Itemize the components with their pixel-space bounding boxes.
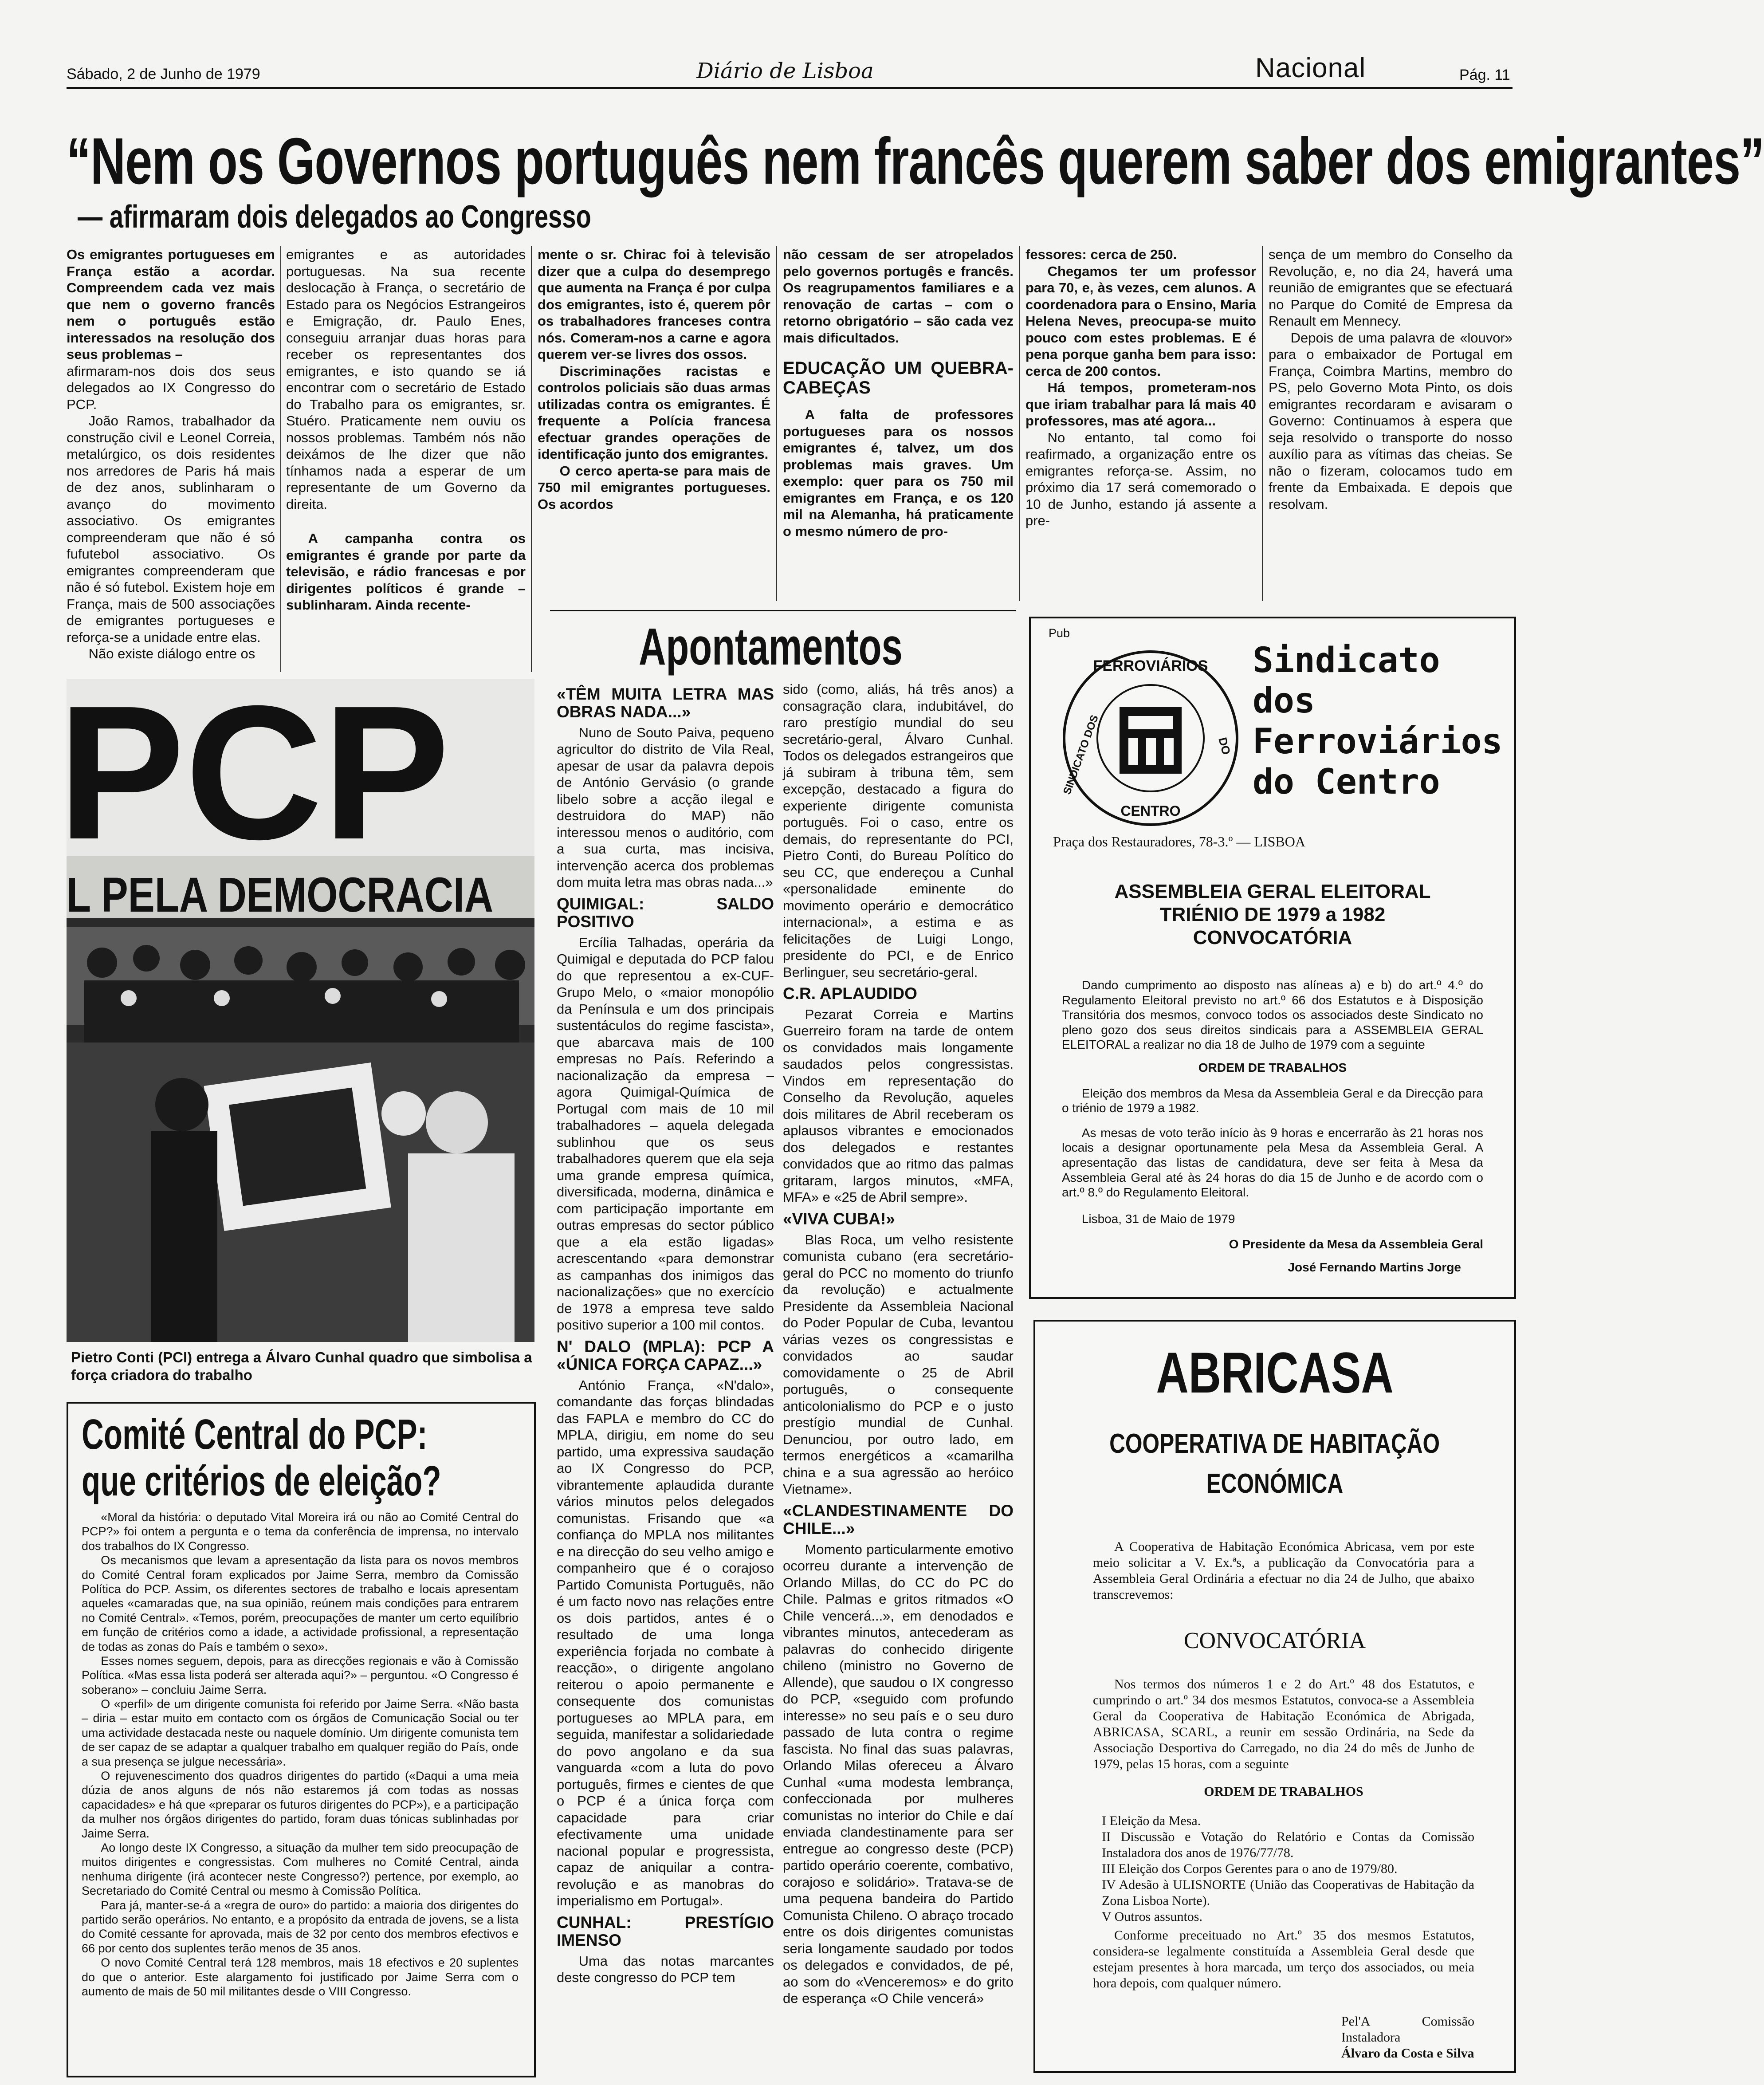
section-name: Nacional <box>1255 53 1366 83</box>
sindicato-ad <box>1029 617 1516 1299</box>
sindicato-title-line: ASSEMBLEIA GERAL ELEITORAL <box>1114 881 1431 902</box>
comite-paragraph: Ao longo deste IX Congresso, a situação da mulher tem sido preocupação de muitos dirigentes e congressistas. Com mulheres no Comité Central, ainda nenhuma dirigente (irá acontecer neste Congresso?) pertence, por exemplo, ao Secretariado do Comité Central ou mesmo à Comissão Política. <box>82 1841 519 1898</box>
sindicato-signer-name: José Fernando Martins Jorge <box>1288 1260 1461 1274</box>
abricasa-item: II Discussão e Votação do Relatório e Contas da Comissão Instaladora dos anos de 1976/77/78. <box>1102 1829 1474 1860</box>
page-number: Pág. 11 <box>1459 67 1510 83</box>
abricasa-ordem: ORDEM DE TRABALHOS <box>1204 1784 1363 1799</box>
abricasa-subtitle-1 <box>1035 1428 1514 1460</box>
apontamento-text: Ercília Talhadas, operária da Quimigal e deputada do PCP falou do que representou a ex-CUF-Grupo Melo, o «maior monopólio da Península e um dos principais sustentáculos do regime fascista», que abarcava mais de 100 empresas no País. Referindo a nacionalização da empresa – agora Quimigal-Química de Portugal com mais de 10 mil trabalhadores – aquela delegada sublinhou que os seus trabalhadores querem que ela seja uma grande empresa química, diversificada, moderna, dinâmica e com participação importante em outras empresas do sector público que a ela estão ligadas» acrescentando «para demonstrar as campanhas dos inimigos das nacionalizações» que no exercício de 1978 a empresa teve saldo positivo superior a 100 mil contos. <box>557 934 774 1333</box>
comite-body <box>82 1510 519 2069</box>
abricasa-subtitle-text: ECONÓMICA <box>1206 1468 1344 1499</box>
abricasa-convocatoria: CONVOCATÓRIA <box>1183 1628 1366 1653</box>
abricasa-intro-text: A Cooperativa de Habitação Económica Abricasa, vem por este meio solicitar a V. Ex.ªs, a publicação da Convocatória para a Assembleia Geral Ordinária a efectuar no dia 24 de Julho, que abaixo transcrevemos: <box>1093 1539 1474 1602</box>
story-paragraph: emigrantes e as autoridades portuguesas. Na sua recente deslocação à França, o secretário de Estado para os Negócios Estrangeiros e Emigração, dr. Paulo Enes, conseguiu arranjar duas horas para receber os representantes dos emigrantes, e isto quando se iá encontrar com o secretário de Estado do Trabalho para os emigrantes, sr. Stuéro. Praticamente nem ouviu os nossos problemas. Também nós não deixámos de lhe dizer que não tínhamos nada a esperar de um representante de um Governo da direita. <box>286 247 526 512</box>
sindicato-name-line: do Centro <box>1253 762 1440 802</box>
sindicato-seal-icon <box>1057 645 1244 831</box>
story-paragraph: Discriminações racistas e controlos policiais são duas armas utilizadas contra os emigrantes. É frequente a Polícia francesa efectuar grandes operações de identificação junto dos emigrantes. <box>538 363 770 462</box>
column-rule <box>280 246 281 672</box>
newspaper-logo: Diário de Lisboa <box>696 59 874 83</box>
sindicato-paragraph: Dando cumprimento ao disposto nas alíneas a) e b) do art.º 4.º do Regulamento Eleitoral previsto no art.º 66 dos Estatutos e à Disposição Transitória dos mesmos, convoco todos os associados deste Sindicato no pleno gozo dos seus direitos sindicais para a ASSEMBLEIA GERAL ELEITORAL a realizar no dia 18 de Julho de 1979 com a seguinte <box>1062 978 1483 1052</box>
comite-paragraph: Esses nomes seguem, depois, para as direcções regionais e vão à Comissão Política. «Mas essa lista poderá ser alterada aqui?» – perguntou. «O Congresso é soberano» – concluiu Jaime Serra. <box>82 1654 519 1696</box>
apontamento-heading: QUIMIGAL: SALDO POSITIVO <box>557 894 774 931</box>
story-paragraph: afirmaram-nos dois dos seus delegados ao IX Congresso do PCP. <box>67 363 275 412</box>
abricasa-ad <box>1033 1320 1516 2073</box>
story-paragraph: João Ramos, trabalhador da construção civil e Leonel Correia, metalúrgico, os dois residentes nos arredores de Paris há mais de dez anos, sublinharam o avanço do movimento associativo. Os emigrantes compreenderam que não é só fufutebol associativo. Os emigrantes compreenderam que não é só futebol. Existem hoje em França, mais de 500 associações de emigrantes portugueses e reforça-se a unidade entre elas. <box>67 413 275 645</box>
apontamentos-rule <box>550 610 1016 611</box>
main-subhead: — afirmaram dois delegados ao Congresso <box>78 199 591 235</box>
story-paragraph: fessores: cerca de 250. <box>1025 247 1177 262</box>
story-paragraph: Chegamos ter um professor para 70, e, às vezes, cem alunos. A coordenadora para o Ensino, Maria Helena Neves, preocupa-se muito pouco com estes problemas. E é pena porque ganha bem para isso: cerca de 200 contos. <box>1025 263 1256 379</box>
abricasa-subtitle-2 <box>1035 1468 1514 1499</box>
sindicato-name-line: Sindicato <box>1253 641 1440 681</box>
sindicato-title-line: TRIÉNIO DE 1979 a 1982 <box>1159 903 1386 925</box>
photo-slogan-text: L PELA DEMOCRACIA <box>67 868 494 923</box>
comite-paragraph: Os mecanismos que levam a apresentação da lista para os novos membros do Comité Central foram explicados por Jaime Serra, membro da Comissão Política do PCP. Assim, os diferentes sectores de trabalho e locais apresentam aqueles «camaradas que, na sua opinião, reúnem mais condições para entrarem no Comité Central». «Temos, porém, preocupações de manter um certo equilíbrio em função de critérios como a idade, a actividade profissional, a representação de todas as zonas do País e também o sexo». <box>82 1554 519 1653</box>
abricasa-logo <box>1035 1339 1514 1406</box>
sindicato-name <box>1253 641 1503 803</box>
issue-date: Sábado, 2 de Junho de 1979 <box>67 66 260 83</box>
apontamentos-title: Apontamentos <box>639 618 903 676</box>
abricasa-body <box>1093 1676 1474 2061</box>
apontamento-text: Nuno de Souto Paiva, pequeno agricultor do distrito de Vila Real, apesar de usar da palavra depois de António Gervásio (o grande libelo sobre a acção ilegal e destruidora do MAP) não interessou menos o auditório, com a sua curta, mas incisiva, intervenção acerca dos problemas dom muita letra mas obras nada...» <box>557 724 774 890</box>
comite-title-1: Comité Central do PCP: <box>82 1411 428 1458</box>
congress-photo <box>58 666 534 1342</box>
apontamento-text: Blas Roca, um velho resistente comunista cubano (era secretário-geral do PCC no momento do triunfo da revolução) e actualmente Presidente da Assembleia Nacional do Poder Popular de Cuba, levantou várias vezes os congressistas e convidados ao saudar comovidamente o 25 de Abril português, o consequente anticolonialismo do PCP e o justo prestígio mundial de Cunhal. Denunciou, por outro lado, em termos energéticos a «camarilha china e a sua agressão ao heróico Vietname». <box>783 1231 1014 1497</box>
comite-paragraph: O «perfil» de um dirigente comunista foi referido por Jaime Serra. «Não basta – diria – estar muito em contacto com os órgãos de Comunicação Social ou ter uma actividade destacada neste ou naquele domínio. Um dirigente comunista tem de ser capaz de se adaptar a qualquer trabalho em qualquer região do País, onde a sua presença se julgue necessária». <box>82 1697 519 1768</box>
apontamento-text: sido (como, aliás, há três anos) a consagração clara, indubitável, do raro prestígio mundial do seu secretário-geral, Álvaro Cunhal. Todos os delegados estrangeiros que já subiram à tribuna têm, sem excepção, destacado a figura do experiente dirigente comunista português. Foi o caso, entre os demais, do representante do PCI, Pietro Conti, do Bureau Político do seu CC, que endereçou a Cunhal «personalidade eminente do movimento operário e democrático internacional», a estima e as felicitações de Luigi Longo, presidente do PCI, e de Enrico Berlinguer, seu secretário-geral. <box>783 681 1014 980</box>
apontamento-heading: C.R. APLAUDIDO <box>783 984 917 1003</box>
sindicato-name-line: Ferroviários <box>1253 721 1503 762</box>
comite-paragraph: «Moral da história: o deputado Vital Moreira irá ou não ao Comité Central do PCP?» foi ontem a pergunta e o tema da conferência de imprensa, no intervalo dos trabalhos do IX Congresso. <box>82 1511 519 1553</box>
abricasa-name: ABRICASA <box>1156 1340 1394 1405</box>
apontamento-heading: «TÊM MUITA LETRA MAS OBRAS NADA...» <box>557 685 774 721</box>
story-column-6 <box>1269 246 1513 601</box>
story-lead: Os emigrantes portugueses em França estão a acordar. Compreendem cada vez mais que nem o governo francês nem o português estão interessados na resolução dos seus problemas – <box>67 247 275 362</box>
abricasa-subtitle-text: COOPERATIVA DE HABITAÇÃO <box>1109 1428 1440 1459</box>
story-column-4 <box>783 246 1014 601</box>
story-paragraph: Não existe diálogo entre os <box>88 646 255 661</box>
apontamento-heading: CUNHAL: PRESTÍGIO IMENSO <box>557 1913 774 1949</box>
photo-caption: Pietro Conti (PCI) entrega a Álvaro Cunhal quadro que simbolisa a força criadora do trabalho <box>71 1349 532 1383</box>
main-headline: “Nem os Governos português nem francês querem saber dos emigrantes” <box>67 125 1764 198</box>
apontamento-text: Uma das notas marcantes deste congresso do PCP tem <box>557 1953 774 1986</box>
comite-box <box>67 1402 536 2077</box>
seal-right-text: DO <box>1216 736 1234 756</box>
abricasa-intro <box>1093 1539 1474 1603</box>
sindicato-ordem: ORDEM DE TRABALHOS <box>1198 1060 1347 1074</box>
apontamento-text: Momento particularmente emotivo ocorreu durante a intervenção de Orlando Millas, do CC do PC do Chile. Palmas e gritos ritmados «O Chile vencerá...», em denodados e vibrantes minutos, antecederam as palavras do conhecido dirigente chileno (ministro no Governo de Allende), que saudou o IX congresso do PCP, «seguido com profundo interesse» no seu país e o seu duro passado de luta contra o regime fascista. No final das suas palavras, Orlando Milas ofereceu a Álvaro Cunhal «uma modesta lembrança, confeccionada por mulheres comunistas no interior do Chile e daí enviada clandestinamente para ser entregue ao congresso deste (PCP) partido operário coerente, combativo, corajoso e solidário». Tratava-se de uma pequena bandeira do Partido Comunista Chileno. O abraço trocado entre os dois dirigentes comunistas seria longamente saudado por todos os delegados e convidados, de pé, ao som do «Venceremos» e do grito de esperança «O Chile vencerá» <box>783 1541 1014 2006</box>
comite-title-2: que critérios de eleição? <box>82 1457 441 1505</box>
comite-paragraph: O novo Comité Central terá 128 membros, mais 18 efectivos e 20 suplentes do que o anterior. Este alargamento foi justificado por Jaime Serra com o aumento de mais de 50 mil militantes desde o VIII Congresso. <box>82 1956 519 1998</box>
column-rule <box>1019 246 1020 601</box>
pub-label: Pub <box>1049 626 1070 640</box>
sindicato-paragraph: As mesas de voto terão início às 9 horas e encerrarão às 21 horas nos locais a designar oportunamente pela Mesa da Assembleia Geral. A apresentação das listas de candidatura, deve ser feita à Mesa da Assembleia Geral até às 24 horas do dia 15 de Junho e de acordo com o art.º 8.º do Regulamento Eleitoral. <box>1062 1125 1483 1200</box>
seal-left-text: SINDICATO DOS <box>1061 713 1101 796</box>
apontamentos-right-column <box>783 681 1014 2074</box>
sindicato-name-line: dos <box>1253 681 1315 721</box>
sindicato-date: Lisboa, 31 de Maio de 1979 <box>1081 1212 1235 1226</box>
abricasa-item: I Eleição da Mesa. <box>1102 1814 1201 1828</box>
apontamento-heading: N' DALO (MPLA): PCP A «ÚNICA FORÇA CAPAZ...» <box>557 1337 774 1373</box>
section-heading-educacao: EDUCAÇÃO UM QUEBRA-CABEÇAS <box>783 358 1014 397</box>
abricasa-signer-title: Pel'A Comissão Instaladora <box>1341 2014 1474 2045</box>
story-paragraph: sença de um membro do Conselho da Revolução, e, no dia 24, haverá uma reunião de emigrantes que se efectuará no Parque do Comité de Empresa da Renault em Mennecy. <box>1269 247 1513 329</box>
story-column-5 <box>1025 246 1256 601</box>
apontamento-heading: «VIVA CUBA!» <box>783 1209 895 1228</box>
photo-banner-text: PCP <box>58 666 450 879</box>
sindicato-body <box>1062 978 1483 1275</box>
abricasa-signer-name: Álvaro da Costa e Silva <box>1341 2046 1474 2061</box>
masthead-rule <box>67 87 1513 89</box>
story-column-2 <box>286 246 526 672</box>
seal-top-text: FERROVIÁRIOS <box>1093 657 1208 674</box>
abricasa-item: IV Adesão à ULISNORTE (União das Cooperativas de Habitação da Zona Lisboa Norte). <box>1102 1877 1474 1908</box>
abricasa-item: V Outros assuntos. <box>1102 1909 1202 1924</box>
comite-paragraph: O rejuvenescimento dos quadros dirigentes do partido («Daqui a uma meia dúzia de anos alguns de nós não estaremos já com todas as nossas capacidades» e há que «preparar os futuros dirigentes do PCP»), e a participação da mulher nos órgãos dirigentes do partido, foram duas tónicas sublinhadas por Jaime Serra. <box>82 1769 519 1840</box>
story-paragraph: Depois de uma palavra de «louvor» para o embaixador de Portugal em França, Coimbra Martins, membro do PS, pelo Governo Mota Pinto, os dois emigrantes recordaram e avisaram o Governo: Continuamos à espera que seja resolvido o transporte do nosso auxílio para as vítimas das cheias. Se não o fizeram, colocamos tudo em frente da Embaixada. E depois que resolvam. <box>1269 330 1513 512</box>
story-column-3 <box>538 246 770 601</box>
column-rule <box>776 246 777 601</box>
story-paragraph: A campanha contra os emigrantes é grande por parte da televisão, e rádio francesas e por dirigentes políticos é grande – sublinharam. Ainda recente- <box>286 531 526 613</box>
apontamento-text: António França, «N'dalo», comandante das forças blindadas das FAPLA e membro do CC do MPLA, dirigiu, em nome do seu partido, uma expressiva saudação ao IX Congresso do PCP, vibrantemente aplaudida durante vários minutos pelos delegados comunistas. Frisando que «a confiança do MPLA nos militantes e na direcção do seu velho amigo e companheiro que é o corajoso Partido Comunista Português, não é um facto novo nas relações entre os dois partidos, antes é o resultado de uma longa experiência forjada no combate à reacção», o dirigente angolano reiterou o apoio permanente e consequente dos comunistas portugueses ao MPLA para, em seguida, manifestar a solidariedade do povo angolano e da sua vanguarda «com a luta do povo português, firmes e cientes de que o PCP é a única força com capacidade para criar efectivamente uma unidade nacional popular e progressista, capaz de aniquilar a contra-revolução e as manobras do imperialismo em Portugal». <box>557 1377 774 1909</box>
sindicato-title <box>1031 880 1514 949</box>
apontamento-heading: «CLANDESTINAMENTE DO CHILE...» <box>783 1501 1014 1538</box>
abricasa-item: III Eleição dos Corpos Gerentes para o ano de 1979/80. <box>1102 1861 1398 1876</box>
sindicato-paragraph: Eleição dos membros da Mesa da Assembleia Geral e da Direcção para o triénio de 1979 a 1982. <box>1062 1086 1483 1115</box>
abricasa-body-text: Nos termos dos números 1 e 2 do Art.º 48 dos Estatutos, e cumprindo o art.º 34 dos mesmos Estatutos, convoca-se a Assembleia Geral da Cooperativa de Habitação Económica de Abrigada, ABRICASA, SCARL, a reunir em sessão Ordinária, na Sede da Associação Desportiva do Carregado, no dia 24 do mês de Junho de 1979, pelas 15 horas, com a seguinte <box>1093 1677 1474 1771</box>
story-paragraph: O cerco aperta-se para mais de 750 mil emigrantes portugueses. Os acordos <box>538 463 770 512</box>
comite-paragraph: Para já, manter-se-á a «regra de ouro» do partido: a maioria dos dirigentes do partido serão operários. No entanto, e a propósito da entrada de jovens, se a lista do Comité cessante for aprovada, mais de 32 por cento dos membros efectivos e 66 por cento dos suplentes terão menos de 35 anos. <box>82 1898 519 1955</box>
apontamento-text: Pezarat Correia e Martins Guerreiro foram na tarde de ontem os convidados mais longamente saudados pelos congressistas. Vindos em representação do Conselho da Revolução, aqueles dois militares de Abril receberam os aplausos vibrantes e emocionados dos delegados e restantes convidados que ao ritmo das palmas gritaram, largos minutos, «MFA, MFA» e «25 de Abril sempre». <box>783 1006 1014 1205</box>
sindicato-title-line: CONVOCATÓRIA <box>1193 926 1352 948</box>
apontamentos-left-column <box>557 681 774 2074</box>
sindicato-signer-title: O Presidente da Mesa da Assembleia Geral <box>1229 1237 1483 1251</box>
abricasa-closing: Conforme preceituado no Art.º 35 dos mesmos Estatutos, considera-se legalmente constituída a Assembleia Geral desde que estejam presentes à hora marcada, um terço dos associados, ou meia hora depois, com qualquer número. <box>1093 1928 1474 1991</box>
photo-image <box>58 666 534 1342</box>
sindicato-address: Praça dos Restauradores, 78-3.º — LISBOA <box>1053 834 1305 850</box>
column-rule <box>1262 246 1263 601</box>
story-paragraph: Há tempos, prometeram-nos que iriam trabalhar para lá mais 40 professores, mas até agora... <box>1025 380 1256 429</box>
column-rule <box>531 246 532 672</box>
story-paragraph: mente o sr. Chirac foi à televisão dizer que a culpa do desemprego que aumenta na França é por culpa dos emigrantes, isto é, querem pôr os trabalhadores franceses contra nós. Comeram-nos a carne e agora querem ver-se livres dos ossos. <box>538 247 770 362</box>
story-paragraph: não cessam de ser atropelados pelo governos portugês e francês. Os reagrupamentos familiares e a renovação de cartas – com o retorno obrigatório – são cada vez mais dificultados. <box>783 247 1014 346</box>
story-column-1 <box>67 246 275 672</box>
story-paragraph: A falta de professores portugueses para os nossos emigrantes é, talvez, um dos problemas mais graves. Um exemplo: quer para os 750 mil emigrantes em França, e os 120 mil na Alemanha, há praticamente o mesmo número de pro- <box>783 407 1014 539</box>
abricasa-items <box>1093 1813 1474 1925</box>
story-paragraph: No entanto, tal como foi reafirmado, a organização entre os emigrantes reforça-se. Assim, no próximo dia 17 será comemorado o 10 de Junho, estando já assente a pre- <box>1025 429 1256 528</box>
seal-bottom-text: CENTRO <box>1120 803 1181 819</box>
